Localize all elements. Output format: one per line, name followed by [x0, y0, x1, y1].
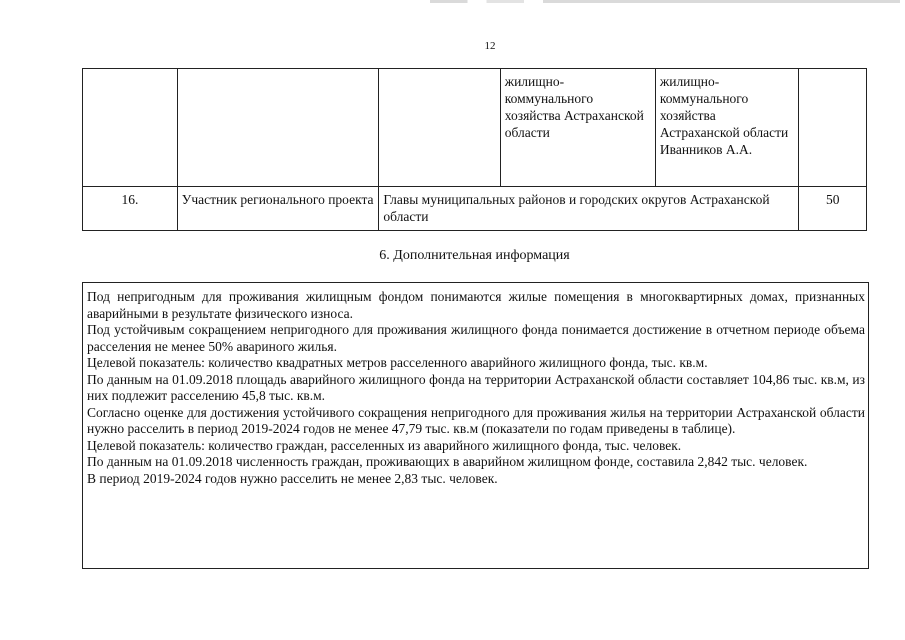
- info-paragraph: Под непригодным для проживания жилищным фондом понимаются жилые помещения в многоквартирных домах, признанных аварийными в результате физического износа.: [87, 289, 865, 321]
- info-paragraph: По данным на 01.09.2018 площадь аварийного жилищного фонда на территории Астраханской области составляет 104,86 тыс. кв.м, из них подлежит расселению 45,8 тыс. кв.м.: [87, 371, 865, 403]
- table-cell-organization: жилищно-коммунального хозяйства Астраханской области: [500, 69, 655, 187]
- scan-top-rule: [430, 0, 900, 3]
- info-paragraph: Под устойчивым сокращением непригодного для проживания жилищного фонда понимается достижение в отчетном периоде объема расселения не менее 50% авариного жилья.: [87, 322, 865, 354]
- additional-info-box: [82, 282, 869, 569]
- table-cell-number: [83, 69, 178, 187]
- info-paragraph: По данным на 01.09.2018 численность граждан, проживающих в аварийном жилищном фонде, составила 2,842 тыс. человек.: [87, 454, 808, 469]
- table-cell-empty: [379, 69, 500, 187]
- info-paragraph: Согласно оценке для достижения устойчивого сокращения непригодного для проживания жилья на территории Астраханской области нужно расселить в период 2019-2024 годов не менее 47,79 тыс. кв.м (показатели по годам приведены в таблице).: [87, 404, 865, 436]
- table-cell-share: [799, 69, 867, 187]
- section-title: 6. Дополнительная информация: [379, 248, 570, 263]
- participants-table: [82, 68, 867, 231]
- table-cell-participants: Главы муниципальных районов и городских округов Астраханской области: [379, 187, 799, 231]
- info-paragraph: В период 2019-2024 годов нужно расселить не менее 2,83 тыс. человек.: [87, 470, 498, 486]
- table-row: [83, 187, 867, 231]
- table-cell-person: жилищно-коммунального хозяйства Астраханской области Иванников А.А.: [655, 69, 799, 187]
- table-cell-number: 16.: [83, 187, 178, 231]
- table-row: [83, 69, 867, 187]
- info-paragraph: Целевой показатель: количество граждан, расселенных из аварийного жилищного фонда, тыс. человек.: [87, 437, 682, 453]
- info-paragraph: Целевой показатель: количество квадратных метров расселенного аварийного жилищного фонда, тыс. кв.м.: [87, 355, 708, 370]
- page-number: 12: [484, 40, 496, 52]
- table-cell-role: Участник регионального проекта: [177, 187, 379, 231]
- table-cell-role: [177, 69, 379, 187]
- table-cell-share: 50: [799, 187, 867, 231]
